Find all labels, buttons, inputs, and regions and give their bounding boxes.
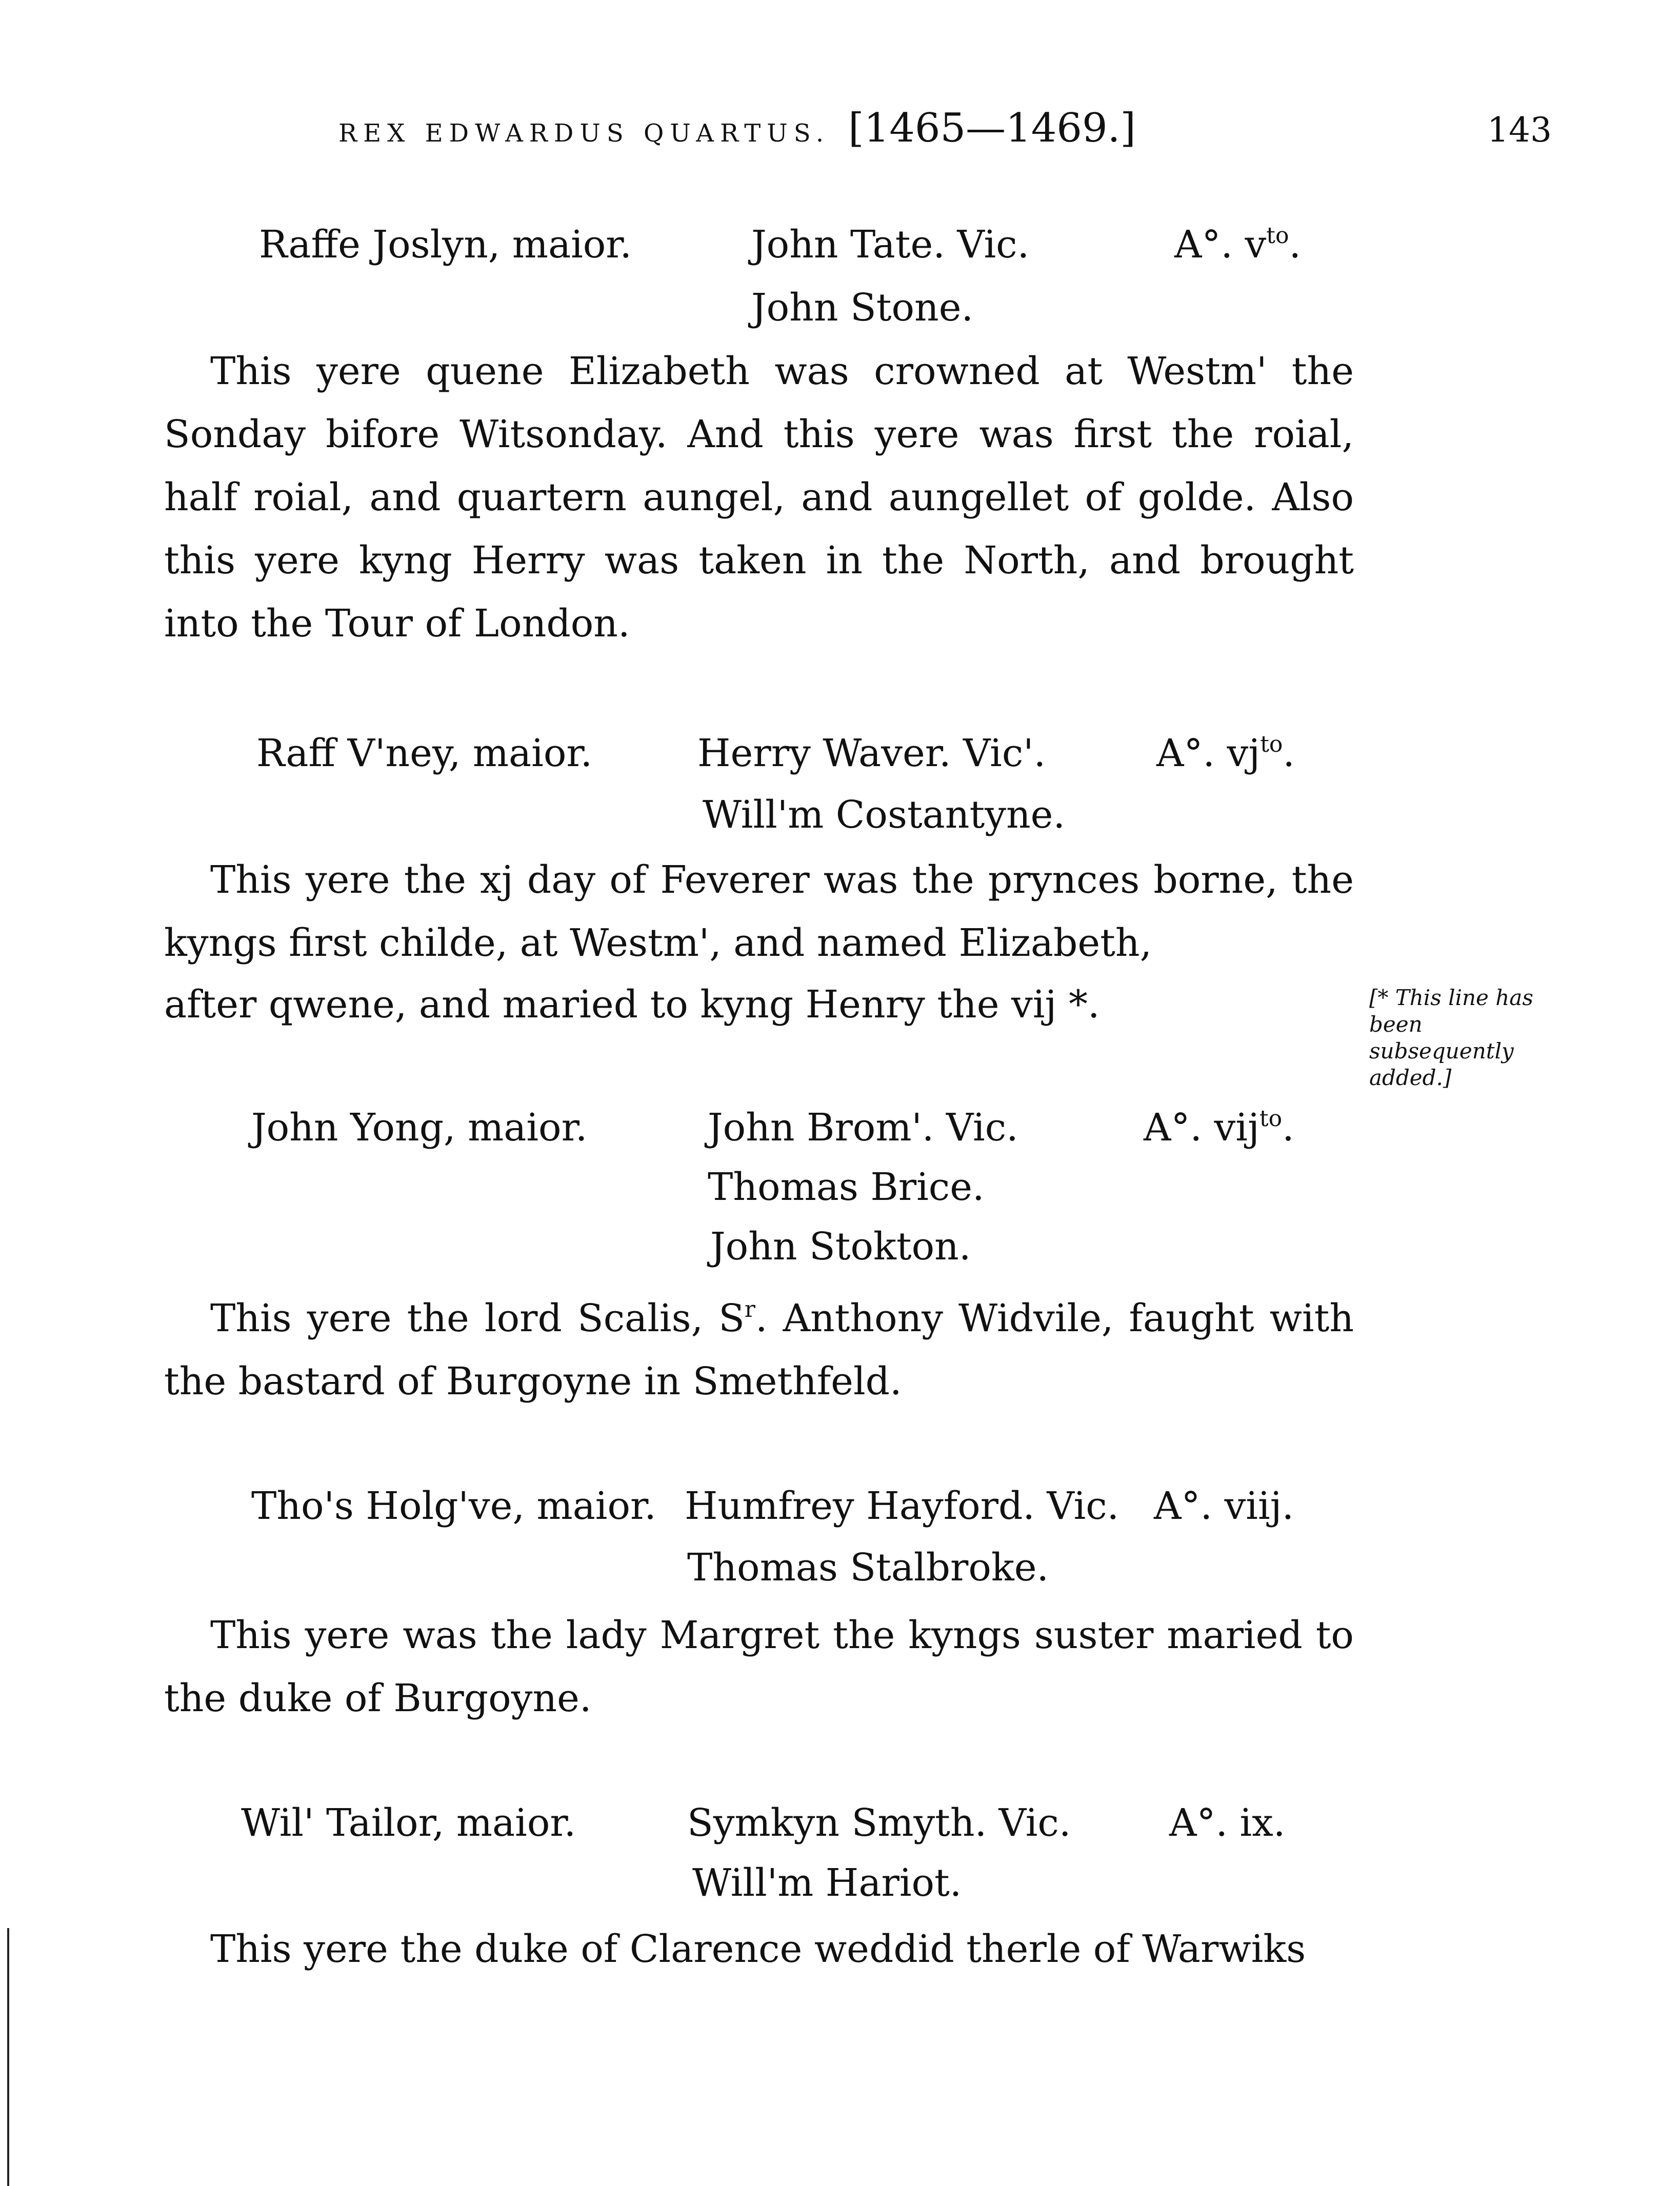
added-line: after qwene, and maried to kyng Henry the vij *.: [164, 982, 1100, 1027]
chronicle-paragraph: This yere the duke of Clarence weddid therle of Warwiks: [210, 1927, 1306, 1971]
running-title: REX EDWARDUS QUARTUS.: [338, 119, 830, 148]
running-head-years: [1465—1469.]: [848, 105, 1136, 151]
sheriff-name: Humfrey Hayford. Vic.: [685, 1484, 1119, 1528]
sheriff-name: Thomas Brice.: [708, 1165, 985, 1209]
sheriff-name: John Stone.: [751, 286, 974, 330]
regnal-year: A°. viij.: [1154, 1484, 1294, 1528]
sheriff-name: John Tate. Vic.: [751, 223, 1030, 267]
chronicle-paragraph: This yere quene Elizabeth was crowned at Westm' the Sonday bifore Witsonday. And this yere was first the roial, half roial, and quartern aungel, and aungellet of golde. Also this yere kyng Herry was taken in the North, and brought into the Tour of London.: [164, 349, 1354, 646]
page-edge-line: [7, 1928, 9, 2186]
running-head: [338, 105, 1136, 151]
sheriff-name: John Stokton.: [710, 1225, 971, 1269]
mayor-name: Wil' Tailor, maior.: [241, 1801, 576, 1845]
page-number: 143: [1487, 110, 1552, 150]
chronicle-paragraph: This yere was the lady Margret the kyngs suster maried to the duke of Burgoyne.: [164, 1613, 1354, 1720]
sheriff-name: Thomas Stalbroke.: [687, 1546, 1049, 1590]
mayor-name: Raff V'ney, maior.: [256, 731, 593, 775]
regnal-year: A°. vij$^{to}$.: [1144, 1106, 1294, 1150]
regnal-year: A°. $v^{to}$.: [1174, 223, 1301, 267]
mayor-name: John Yong, maior.: [251, 1106, 588, 1150]
side-note: [* This line has been subsequently added.]: [1369, 985, 1533, 1090]
mayor-name: Raffe Joslyn, maior.: [259, 223, 632, 267]
regnal-year: A°. ix.: [1169, 1801, 1286, 1845]
sheriff-name: Will'm Costantyne.: [703, 793, 1065, 837]
mayor-name: Tho's Holg've, maior.: [251, 1484, 656, 1528]
chronicle-paragraph: This yere the lord Scalis, $S^r$. Anthony Widvile, faught with the bastard of Burgoyne in Smethfeld.: [164, 1296, 1354, 1403]
sheriff-name: Symkyn Smyth. Vic.: [687, 1801, 1071, 1845]
sheriff-name: Herry Waver. Vic'.: [697, 731, 1046, 775]
sheriff-name: Will'm Hariot.: [692, 1861, 962, 1905]
chronicle-paragraph: This yere the xj day of Feverer was the prynces borne, the kyngs first childe, at Westm', and named Elizabeth,: [164, 858, 1354, 965]
sheriff-name: John Brom'. Vic.: [708, 1106, 1018, 1150]
regnal-year: A°. $vj^{to}$.: [1156, 731, 1295, 775]
